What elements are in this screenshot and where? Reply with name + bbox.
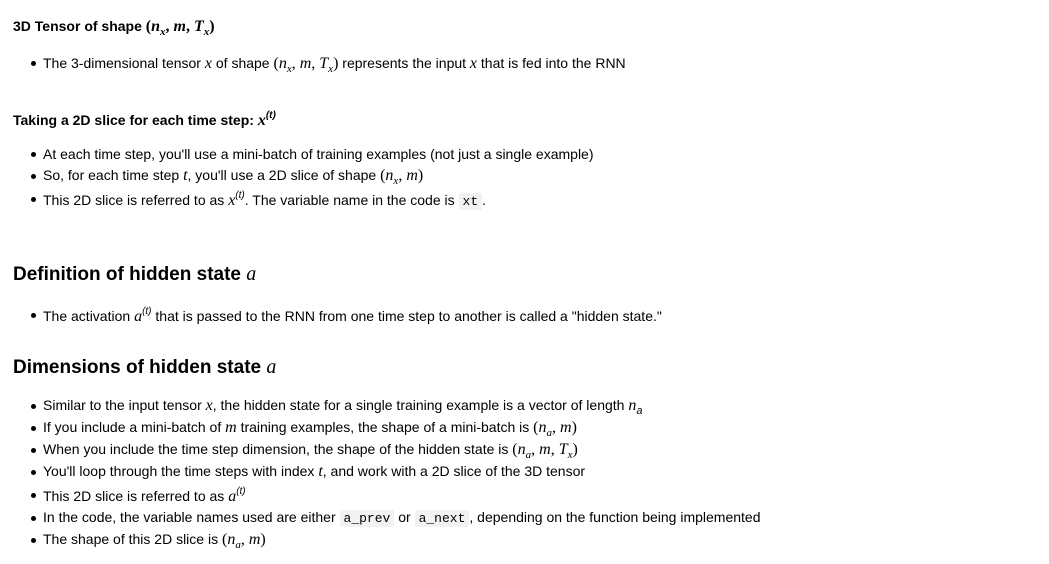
code-a-next: a_next — [415, 510, 470, 527]
list-item-2d-slice-shape: So, for each time step t, you'll use a 2D slice of shape ($n_x$, m) — [43, 167, 424, 187]
bullet-marker — [31, 313, 36, 318]
math-shape-nx-m-tx: ($n_x$, m, $T_x$) — [145, 18, 215, 38]
bullet-marker — [31, 174, 36, 179]
bullet-marker — [31, 538, 36, 543]
bullet-marker — [31, 152, 36, 157]
code-a-prev: a_prev — [340, 510, 395, 527]
heading-3d-tensor: 3D Tensor of shape ($n_x$, m, $T_x$) — [13, 18, 215, 38]
list-item-mini-batch-shape: If you include a mini-batch of m training examples, the shape of a mini-batch is ($n_a$, m) — [43, 419, 577, 439]
list-item-variable-names: In the code, the variable names used are either a_prev or a_next , depending on the function being implemented — [43, 509, 761, 526]
list-item-vector-length: Similar to the input tensor x, the hidden state for a single training example is a vector of length $n_a$ — [43, 397, 643, 417]
list-item-slice-at: This 2D slice is referred to as $a^{(t)}$ — [43, 486, 246, 505]
heading-definition-hidden-state: Definition of hidden state a — [13, 263, 257, 285]
bullet-marker — [31, 404, 36, 409]
code-xt: xt — [459, 193, 483, 210]
bullet-marker — [31, 470, 36, 475]
bullet-marker — [31, 197, 36, 202]
list-item-loop-time-steps: You'll loop through the time steps with index t, and work with a 2D slice of the 3D tensor — [43, 463, 586, 480]
bullet-marker — [31, 448, 36, 453]
list-item-slice-shape: The shape of this 2D slice is ($n_a$, m) — [43, 531, 266, 551]
list-item-slice-xt: This 2D slice is referred to as $x^{(t)}$. The variable name in the code is xt . — [43, 190, 487, 209]
bullet-marker — [31, 516, 36, 521]
bullet-marker — [31, 61, 36, 66]
list-item-time-step-shape: When you include the time step dimension, the shape of the hidden state is ($n_a$, m, $T_x$) — [43, 441, 578, 461]
bullet-marker — [31, 493, 36, 498]
heading-2d-slice: Taking a 2D slice for each time step: $x^{(t)}$ — [13, 110, 276, 129]
bullet-marker — [31, 426, 36, 431]
list-item-mini-batch: At each time step, you'll use a mini-batch of training examples (not just a single example) — [43, 146, 594, 162]
heading-dimensions-hidden-state: Dimensions of hidden state a — [13, 356, 277, 378]
list-item-activation: The activation $a^{(t)}$ that is passed to the RNN from one time step to another is called a "hidden state." — [43, 306, 662, 325]
list-item-tensor-description: The 3-dimensional tensor x of shape ($n_x$, m, $T_x$) represents the input x that is fed into the RNN — [43, 55, 626, 75]
